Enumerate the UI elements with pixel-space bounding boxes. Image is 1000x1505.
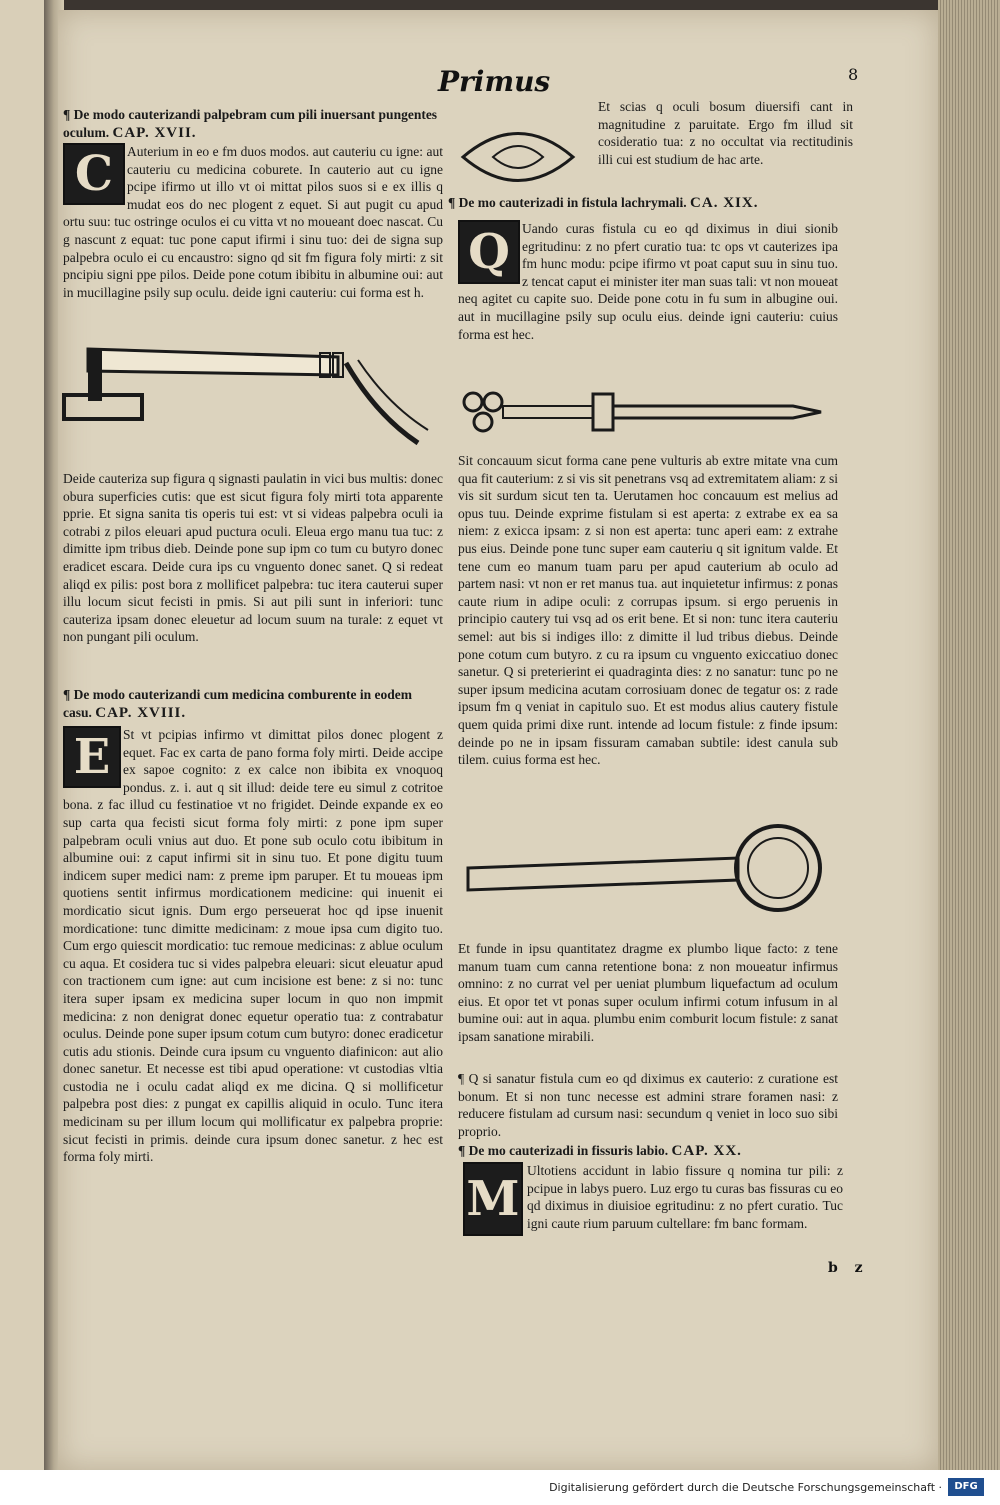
page-stack-edge — [938, 0, 1000, 1470]
chapter-19-closing: ¶ Q si sanatur fistula cum eo qd diximus ex cauterio: z curatione est bonum. Et si non tunc necesse est admini strare foramen nasi: z reducere fistulam ad cursum nasi: secundum q veniet in loco suo sibi proprio. — [458, 1071, 838, 1139]
running-head: Primus — [438, 65, 551, 98]
decorated-initial-q: Q — [458, 220, 520, 284]
facing-page-edge — [0, 0, 45, 1470]
chapter-19-heading: ¶ De mo cauterizadi in fistula lachrymali. CA. XIX. — [448, 195, 759, 211]
chapter-20-number: CAP. XX. — [671, 1143, 742, 1159]
chapter-17-continuation: Deide cauteriza sup figura q signasti paulatin in vici bus multis: donec obura superficies cutis: que est sicut figura foly mirti tota apparente pprie. Et signa sanita tis operis tui est: vt si videas palpebra oculi ia cotrabi z pilos eleuari apud puctura oculi. Eleua ergo manu tua tuc: z dimitte ipm tribus dieb. Deinde pone sup ipm co tum cu butyro donec eradicet escara. Deide cura ips cu vnguento donec sanet. Q si redeat aliqd ex pilis: post bora z mollificet palpebra: tuc itera cauterui super illu locum sicut fecisti in pmis. Si aut pili sunt in inferiori: tunc cauteriza ipsam donec eleuetur ad locum suum na turale: z equet vt non pungant pili oculum. — [63, 471, 443, 645]
footer-bar — [0, 1470, 1000, 1505]
dfg-logo: DFG — [948, 1478, 984, 1496]
cannula-figure — [463, 818, 843, 933]
decorated-initial-c: C — [63, 143, 125, 205]
decorated-initial-e: E — [63, 726, 121, 788]
folio-number: 8 — [848, 65, 859, 84]
paragraph-mark-icon: ¶ — [63, 687, 74, 702]
chapter-19-text: Uando curas fistula cu eo qd diximus in diui sionib egritudinu: z no pfert curatio tua: tc ops vt cauterizes ipa fm hunc modu: pcipe ifirmo vt poat caput suu in sinu tuo. z tencat caput ei minister iter man suas tali: vt non moueat neq agitet cu capite suo. Deide pone cotu in fu sum in albugine oui. aut in mucillagine psily sup oculu eius. deinde igni cauteriu: cuius forma est hec. — [458, 221, 838, 342]
chapter-20-heading: ¶ De mo cauterizadi in fissuris labio. CAP. XX. — [458, 1143, 742, 1159]
chapter-18-number: CAP. XVIII. — [95, 704, 187, 721]
paragraph-mark-icon: ¶ — [63, 107, 74, 122]
right-column-ch20 — [458, 1142, 858, 1161]
signature-mark: b z — [828, 1260, 869, 1276]
paragraph-mark-icon: ¶ — [448, 195, 459, 210]
decorated-initial-m: M — [463, 1162, 523, 1236]
paragraph-mark-icon: ¶ — [458, 1143, 469, 1158]
chapter-17-number: CAP. XVII. — [112, 124, 197, 141]
hollow-cautery-figure — [453, 378, 833, 448]
chapter-19-number: CA. XIX. — [690, 195, 759, 211]
chapter-17-heading: ¶ De modo cauterizandi palpebram cum pili inuersant pungentes oculum. CAP. XVII. — [63, 107, 438, 141]
chapter-18-ending: Et scias q oculi bosum diuersifi cant in magnitudine z paruitate. Ergo fm illud sit cosideratio tua: z no occultat via rectitudinis illi cui est studium de hac arte. — [598, 99, 853, 167]
cautery-instrument-figure — [58, 335, 438, 450]
left-column — [63, 106, 443, 142]
chapter-19-lead-instructions: Et funde in ipsu quantitatez dragme ex plumbo lique facto: z tene manum tuam cum canna retentione bona: z non moueatur infirmus omnino: z no currat vel per ueniat plumbum liquefactum ad oculum eius. Et opor tet vt ponas super oculum infirmi cotum infusum in al bumine oui: aut in aqua. plumbu enim comburit locum fistule: z sanat ipsam sanatione mirabili. — [458, 941, 838, 1044]
chapter-17-text: Auterium in eo e fm duos modos. aut cauteriu cu igne: aut cauteriu cu medicina coburete. In cauterio aut cu igne pcipe ifirmo ut illo vt oi mittat pilos suos si e ex illis q mudat eos do nec plogent z equet. Si aut pugit cu apud ortu suu: tuc ostringe oculos ei cu vitta vt no moueant doec nascat. Cu g nascunt z equat: tuc pone caput ifirmi i sinu tuo: dei de signa sup palpebra oculo ei cu encaustro: signo qd sit fm figura foly mirti: z sit pncipiu signi ppe pilos. Deide pone cotum ibibitu in albumine oui: aut in mucillagine psily sup oculu. deide igni cauteriu: cui forma est h. — [63, 144, 443, 300]
footer-credit-text: Digitalisierung gefördert durch die Deutsche Forschungsgemeinschaft · — [549, 1481, 942, 1494]
leaf-shape-figure — [458, 120, 578, 195]
chapter-20-text: Ultotiens accidunt in labio fissure q nomina tur pili: z pcipue in labys puero. Luz ergo tu curas bas fissuras cu eo qd diximus in diuisioe egritudinu: z no pfert curatio. Tuc igni caute rium paruum cultellare: fm banc formam. — [527, 1163, 843, 1231]
paragraph-mark-icon: ¶ — [458, 1071, 469, 1086]
left-column-ch18 — [63, 686, 443, 722]
chapter-18-text: St vt pcipias infirmo vt dimittat pilos donec plogent z equet. Fac ex carta de pano forma foly mirti. Deide accipe ex sapoe cognito: z ex calce non ibibita ex vnoquoq pondus. z. i. aut q sit illud: deide tere eu simul z cotritoe bona. z fac illud cu festinatioe vt no frigidet. Deinde expande ex eo sup carta qua fecisti sicut forma foly mirti: z pone ipm super palpebram oculi vnius aut duo. Et pone sub oculo cotu ibibitum in albumine oui: z caput infirmi sit in sinu tuo. Et pone digitu tuum indicem super medici nam: z preme ipm paruper. Et tu moueas ipm quotiens sentit infirmus mordicationem medicine: qui inuenit ei mordicatio sicut ignis. Dum ergo perseuerat hoc qd ipse inuenit mordicatione: tunc dimitte medicinam: z moue ipsa cum digito tuo. Cum ergo quiescit mordicatio: tuc remoue medicinas: z ablue oculum cu aqua. Et cosidera tuc si vides palpebra eleuari: sicut eleuatur apud con tractionem cum igne: aut cum incisione est bene: z si no: tunc itera super ipsam ex medicina super locum in quo non impmit medicina: z non denigrat donec equetur operatio tua: z contrabatur oculus. Deinde pone super ipsum cotum cum butyro: donec eradicetur cutis adu stionis. Deinde cura ipsum cu vnguento diafinicon: aut alio donec sanetur. Et necesse est tibi apud operatione: vt custodias vltia custodia ne i oculu cadat aliqd ex me dicina. Q si mollificetur palpebra post dies: z pungat ex capillis aliquid in oculo. Tunc itera medicinam su per illum locum qui mollificatur ex palpebra proprie: sicut fecisti in primis. deinde cura ipsum donec sanetur. z hec est forma foly mirti. — [63, 727, 443, 1165]
chapter-19-continuation: Sit concauum sicut forma cane pene vulturis ab extre mitate vna cum qua fit cauterium: z si vis sit penetrans vsq ad extremitatem aliam: z si vis sit surdum sicut ten ta. Uerutamen hoc concauum est melius ad opus tuu. Deinde exprime fistulam si est aperta: z extrabe ex ea sa niem: z exicca ipsam: z si non est aperta: tunc aperi eam: z extrahe pus eius. Deinde pone tunc super eam cauteriu q sit ignitum valde. Et tene cum eo manum tuam paru per apud cauterium ab oculo ad partem nasi: vt non er ret manus tua. aut inquietetur infirmus: z ponas caute rium in adipe oculi: z corrupas ipsum. si ergo peruenis in principio cautery tui vsq ad os erit bene. Et si non: tunc itera cauteriu semel: aut bis si indiges illo: z dimitte il lud tribus diebus. Deinde pone cotum cum butyro. z cu ra ipsum cu vnguento exiccatiuo donec sanetur. Q si preterierint ei quadraginta dies: z no sanatur: tunc po ne super ipsum medicina acutam corrosiuam donec de tegatur os: z rade ipsum fm q veniat in capitulo suo. Et est modus alius cautery fistule quem quida primi dixe runt. intende ad locum fistule: z finde ipsum: deinde po ne in ipsam fissuram camaban subtile: idest canula sub tilem. cuius forma est hec. — [458, 453, 838, 768]
right-column-ch19 — [448, 194, 848, 213]
book-page — [58, 10, 938, 1470]
chapter-18-heading: ¶ De modo cauterizandi cum medicina comburente in eodem casu. CAP. XVIII. — [63, 687, 413, 721]
